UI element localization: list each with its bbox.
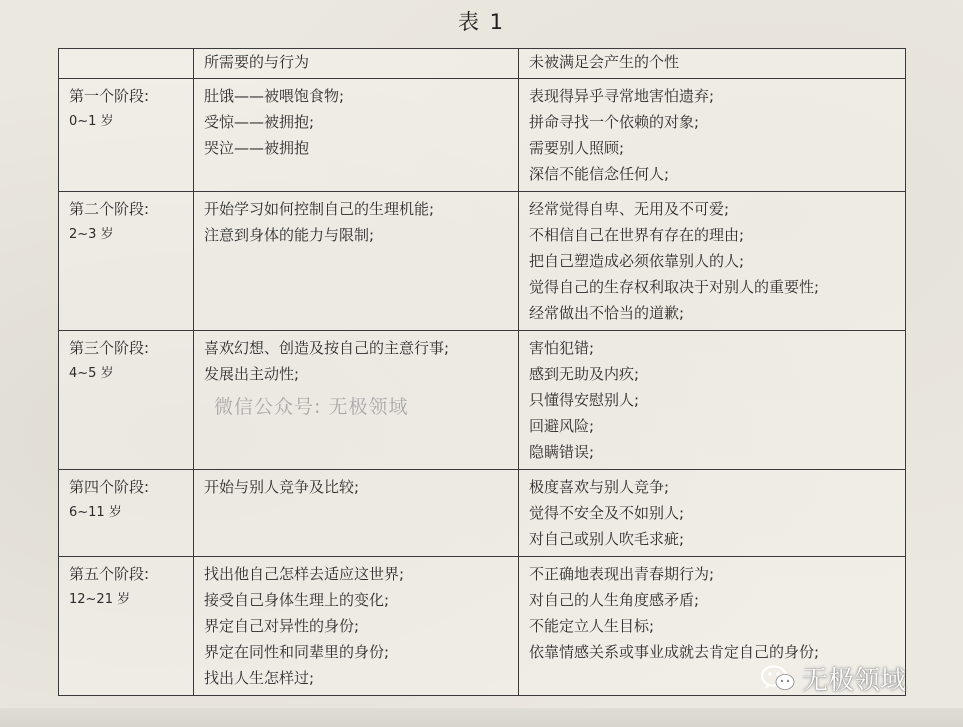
traits-cell	[519, 79, 906, 192]
need-item: 肚饿——被喂饱食物;	[204, 87, 345, 105]
need-item: 哭泣——被拥抱	[204, 139, 310, 157]
table-row	[59, 192, 906, 331]
trait-item: 只懂得安慰别人;	[529, 391, 640, 409]
trait-item: 拼命寻找一个依赖的对象;	[529, 113, 700, 131]
need-item: 界定在同性和同辈里的身份;	[204, 643, 390, 661]
trait-item: 不能定立人生目标;	[529, 617, 655, 635]
table-caption: 表 1	[457, 10, 506, 34]
logo-text: 无极领域	[802, 666, 907, 696]
trait-item: 经常觉得自卑、无用及不可爱;	[529, 200, 730, 218]
stage-cell	[59, 79, 194, 192]
need-item: 界定自己对异性的身份;	[204, 617, 360, 635]
wechat-icon	[760, 664, 796, 694]
traits-cell	[519, 470, 906, 557]
development-stages-table	[58, 48, 906, 696]
trait-item: 表现得异乎寻常地害怕遗弃;	[529, 87, 715, 105]
needs-cell	[194, 192, 519, 331]
need-item: 喜欢幻想、创造及按自己的主意行事;	[204, 339, 450, 357]
page-footer-strip	[0, 708, 963, 727]
stage-cell	[59, 331, 194, 470]
stage-name: 第四个阶段:	[69, 478, 150, 496]
trait-item: 深信不能信念任何人;	[529, 165, 670, 183]
header-needs: 所需要的与行为	[194, 49, 519, 79]
trait-item: 对自己的人生角度感矛盾;	[529, 591, 700, 609]
trait-item: 觉得不安全及不如别人;	[529, 504, 685, 522]
need-item: 找出人生怎样过;	[204, 669, 315, 687]
need-item: 开始学习如何控制自己的生理机能;	[204, 200, 435, 218]
stage-age: 0~1 岁	[69, 114, 114, 129]
trait-item: 害怕犯错;	[529, 339, 595, 357]
stage-name: 第三个阶段:	[69, 339, 150, 357]
need-item: 接受自己身体生理上的变化;	[204, 591, 390, 609]
watermark-text: 微信公众号: 无极领域	[214, 396, 409, 418]
stage-name: 第二个阶段:	[69, 200, 150, 218]
table-header-row	[59, 49, 906, 79]
trait-item: 感到无助及内疚;	[529, 365, 640, 383]
header-stage	[59, 49, 194, 79]
brand-logo	[760, 660, 906, 697]
stage-name: 第五个阶段:	[69, 565, 150, 583]
need-item: 受惊——被拥抱;	[204, 113, 315, 131]
trait-item: 隐瞒错误;	[529, 443, 595, 461]
trait-item: 需要别人照顾;	[529, 139, 625, 157]
stage-cell	[59, 557, 194, 696]
needs-cell	[194, 557, 519, 696]
trait-item: 把自己塑造成必须依靠别人的人;	[529, 252, 745, 270]
needs-cell	[194, 79, 519, 192]
need-item: 开始与别人竞争及比较;	[204, 478, 360, 496]
traits-cell	[519, 192, 906, 331]
stage-name: 第一个阶段:	[69, 87, 150, 105]
need-item: 发展出主动性;	[204, 365, 300, 383]
trait-item: 觉得自己的生存权利取决于对别人的重要性;	[529, 278, 820, 296]
stage-age: 2~3 岁	[69, 227, 114, 242]
table-row	[59, 470, 906, 557]
trait-item: 回避风险;	[529, 417, 595, 435]
stage-age: 12~21 岁	[69, 592, 131, 607]
table-row	[59, 79, 906, 192]
trait-item: 依靠情感关系或事业成就去肯定自己的身份;	[529, 643, 820, 661]
trait-item: 不相信自己在世界有存在的理由;	[529, 226, 745, 244]
table-row	[59, 331, 906, 470]
stage-age: 6~11 岁	[69, 505, 122, 520]
trait-item: 不正确地表现出青春期行为;	[529, 565, 715, 583]
stage-cell	[59, 470, 194, 557]
traits-cell	[519, 331, 906, 470]
stage-age: 4~5 岁	[69, 366, 114, 381]
stage-cell	[59, 192, 194, 331]
need-item: 注意到身体的能力与限制;	[204, 226, 375, 244]
needs-cell	[194, 470, 519, 557]
trait-item: 极度喜欢与别人竞争;	[529, 478, 670, 496]
trait-item: 对自己或别人吹毛求疵;	[529, 530, 685, 548]
need-item: 找出他自己怎样去适应这世界;	[204, 565, 405, 583]
trait-item: 经常做出不恰当的道歉;	[529, 304, 685, 322]
header-traits: 未被满足会产生的个性	[519, 49, 906, 79]
